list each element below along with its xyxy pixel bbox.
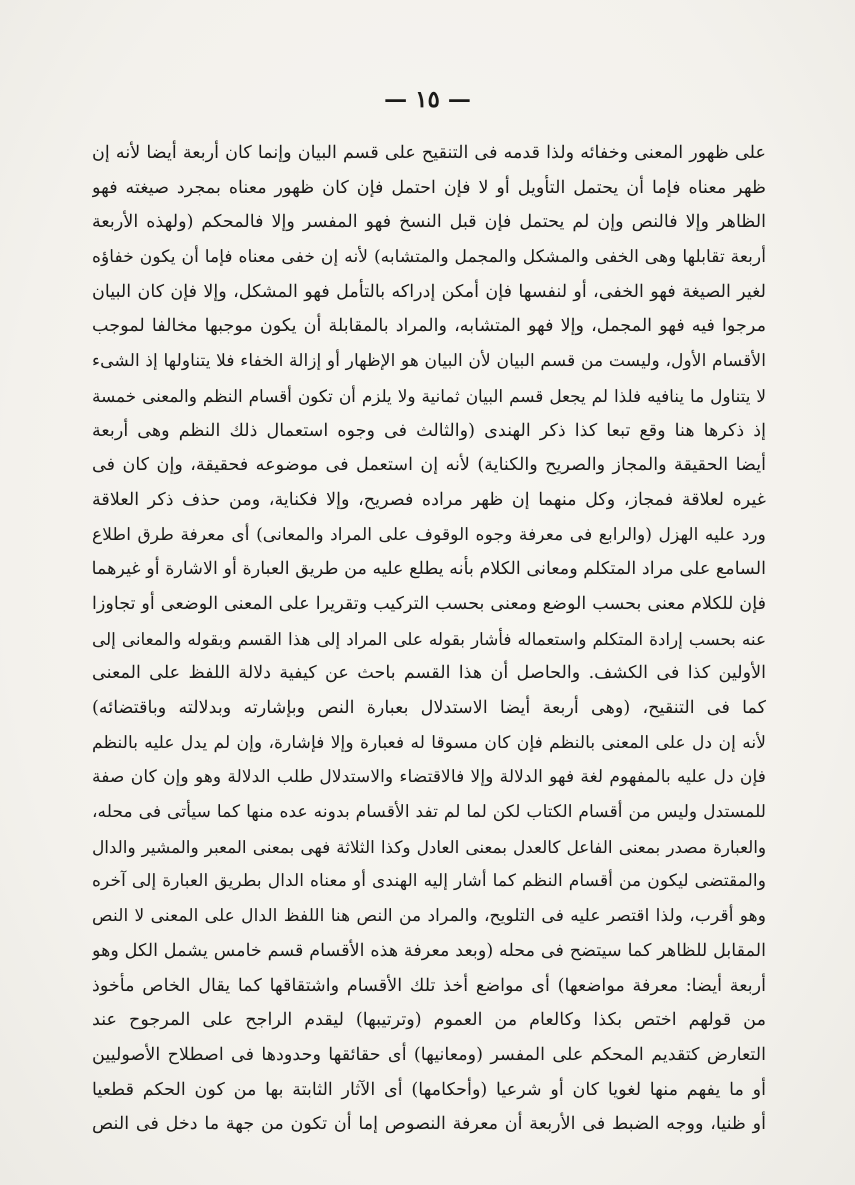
text-line: فإن دل عليه بالمفهوم لغة فهو الدلالة وإلا فالاقتضاء والاستدلال طلب الدلالة وهو وإن كان صفة	[92, 767, 766, 788]
text-line: الأقسام الأول، وليست من قسم البيان لأن البيان هو الإظهار أو إزالة الخفاء فلا يتناولها إذ الشىء	[92, 351, 766, 372]
text-line: لغير الصيغة فهو الخفى، أو لنفسها فإن أمكن إدراكه بالتأمل فهو المشكل، وإلا فإن كان البيان	[92, 281, 766, 302]
text-line: كما فى التنقيح، (وهى أربعة أيضا الاستدلال بعبارة النص وبإشارته وبدلالته وباقتضائه)	[92, 698, 766, 718]
text-line: التعارض كتقديم المحكم على المفسر (ومعانيها) أى حقائقها وحدودها فى اصطلاح الأصوليين	[92, 1044, 766, 1065]
text-line: أو ما يفهم منها لغويا كان أو شرعيا (وأحكامها) أى الآثار الثابتة بها من كون الحكم قطعيا	[92, 1079, 766, 1100]
text-line: الظاهر وإلا فالنص وإن لم يحتمل فإن قبل النسخ فهو المفسر وإلا فالمحكم (ولهذه الأربعة	[92, 212, 766, 233]
text-line: ورد عليه الهزل (والرابع فى معرفة وجوه الوقوف على المراد والمعانى) أى معرفة طرق اطلاع	[92, 524, 766, 545]
text-line: وهو أقرب، ولذا اقتصر عليه فى التلويح، والمراد من النص هنا اللفظ الدال على المعنى لا النص	[92, 906, 766, 927]
text-line: أيضا الحقيقة والمجاز والصريح والكناية) لأنه إن استعمل فى موضوعه فحقيقة، وإن كان فى	[92, 455, 766, 476]
page-number: — ١٥ —	[384, 86, 471, 113]
body-text	[92, 136, 766, 1142]
text-line: لأنه إن دل على المعنى بالنظم فإن كان مسوقا له فعبارة وإلا فإشارة، وإن لم يدل عليه بالنظم	[92, 732, 766, 753]
text-line: أو ظنيا، ووجه الضبط فى الأربعة أن معرفة النصوص إما أن تكون من جهة ما دخل فى النص	[92, 1114, 766, 1135]
text-line: أربعة تقابلها وهى الخفى والمشكل والمجمل والمتشابه) لأنه إن خفى معناه فإما أن يكون خفاؤه	[92, 247, 766, 268]
text-line: إذ ذكرها هنا وقع تبعا كذا ذكر الهندى (والثالث فى وجوه استعمال ذلك النظم وهى أربعة	[92, 420, 766, 441]
text-line: الأولين كذا فى الكشف. والحاصل أن هذا القسم باحث عن كيفية دلالة اللفظ على المعنى	[92, 663, 766, 684]
text-line: ظهر معناه فإما أن يحتمل التأويل أو لا فإن احتمل فإن كان ظهور معناه بمجرد صيغته فهو	[92, 177, 766, 198]
text-line: أربعة أيضا: معرفة مواضعها) أى مواضع أخذ تلك الأقسام واشتقاقها كما يقال الخاص مأخوذ	[92, 975, 766, 996]
text-line: عنه بحسب إرادة المتكلم واستعماله فأشار بقوله على المراد إلى هذا القسم وبقوله والمعانى إلى	[92, 628, 766, 649]
text-line: للمستدل وليس من أقسام الكتاب لكن لما لم تفد الأقسام بدونه عده منها كما سيأتى فى محله،	[92, 802, 766, 823]
text-line: مرجوا فيه فهو المجمل، وإلا فهو المتشابه، والمراد بالمقابلة أن يكون موجبها مخالفا لموجب	[92, 316, 766, 337]
text-line: على ظهور المعنى وخفائه ولذا قدمه فى التنقيح على قسم البيان وإنما كان أربعة أيضا لأنه إن	[92, 143, 766, 163]
text-line: من قولهم اختص بكذا وكالعام من العموم (وترتيبها) ليقدم الراجح على المرجوح عند	[92, 1010, 766, 1031]
text-line: السامع على مراد المتكلم ومعانى الكلام بأنه يطلع عليه من طريق العبارة أو الاشارة أو غيرهما	[92, 559, 766, 580]
text-line: المقابل للظاهر كما سيتضح فى محله (وبعد معرفة هذه الأقسام قسم خامس يشمل الكل وهو	[92, 940, 766, 961]
text-line: والمقتضى ليكون من أقسام النظم كما أشار إليه الهندى أو معناه الدال بطريق العبارة إلى آخره	[92, 871, 766, 892]
text-line: فإن للكلام معنى بحسب الوضع ومعنى بحسب التركيب وتقريرا على المعنى الوضعى أو تجاوزا	[92, 593, 766, 614]
text-line: غيره لعلاقة فمجاز، وكل منهما إن ظهر مراده فصريح، وإلا فكناية، ومن حذف ذكر العلاقة	[92, 489, 766, 510]
text-line: لا يتناول ما ينافيه فلذا لم يجعل قسم البيان ثمانية ولا يلزم أن تكون أقسام النظم والمعنى خمسة	[92, 385, 766, 406]
text-line: والعبارة مصدر بمعنى الفاعل كالعدل بمعنى العادل وكذا الثلاثة فهى بمعنى المعبر والمشير والدال	[92, 836, 766, 857]
